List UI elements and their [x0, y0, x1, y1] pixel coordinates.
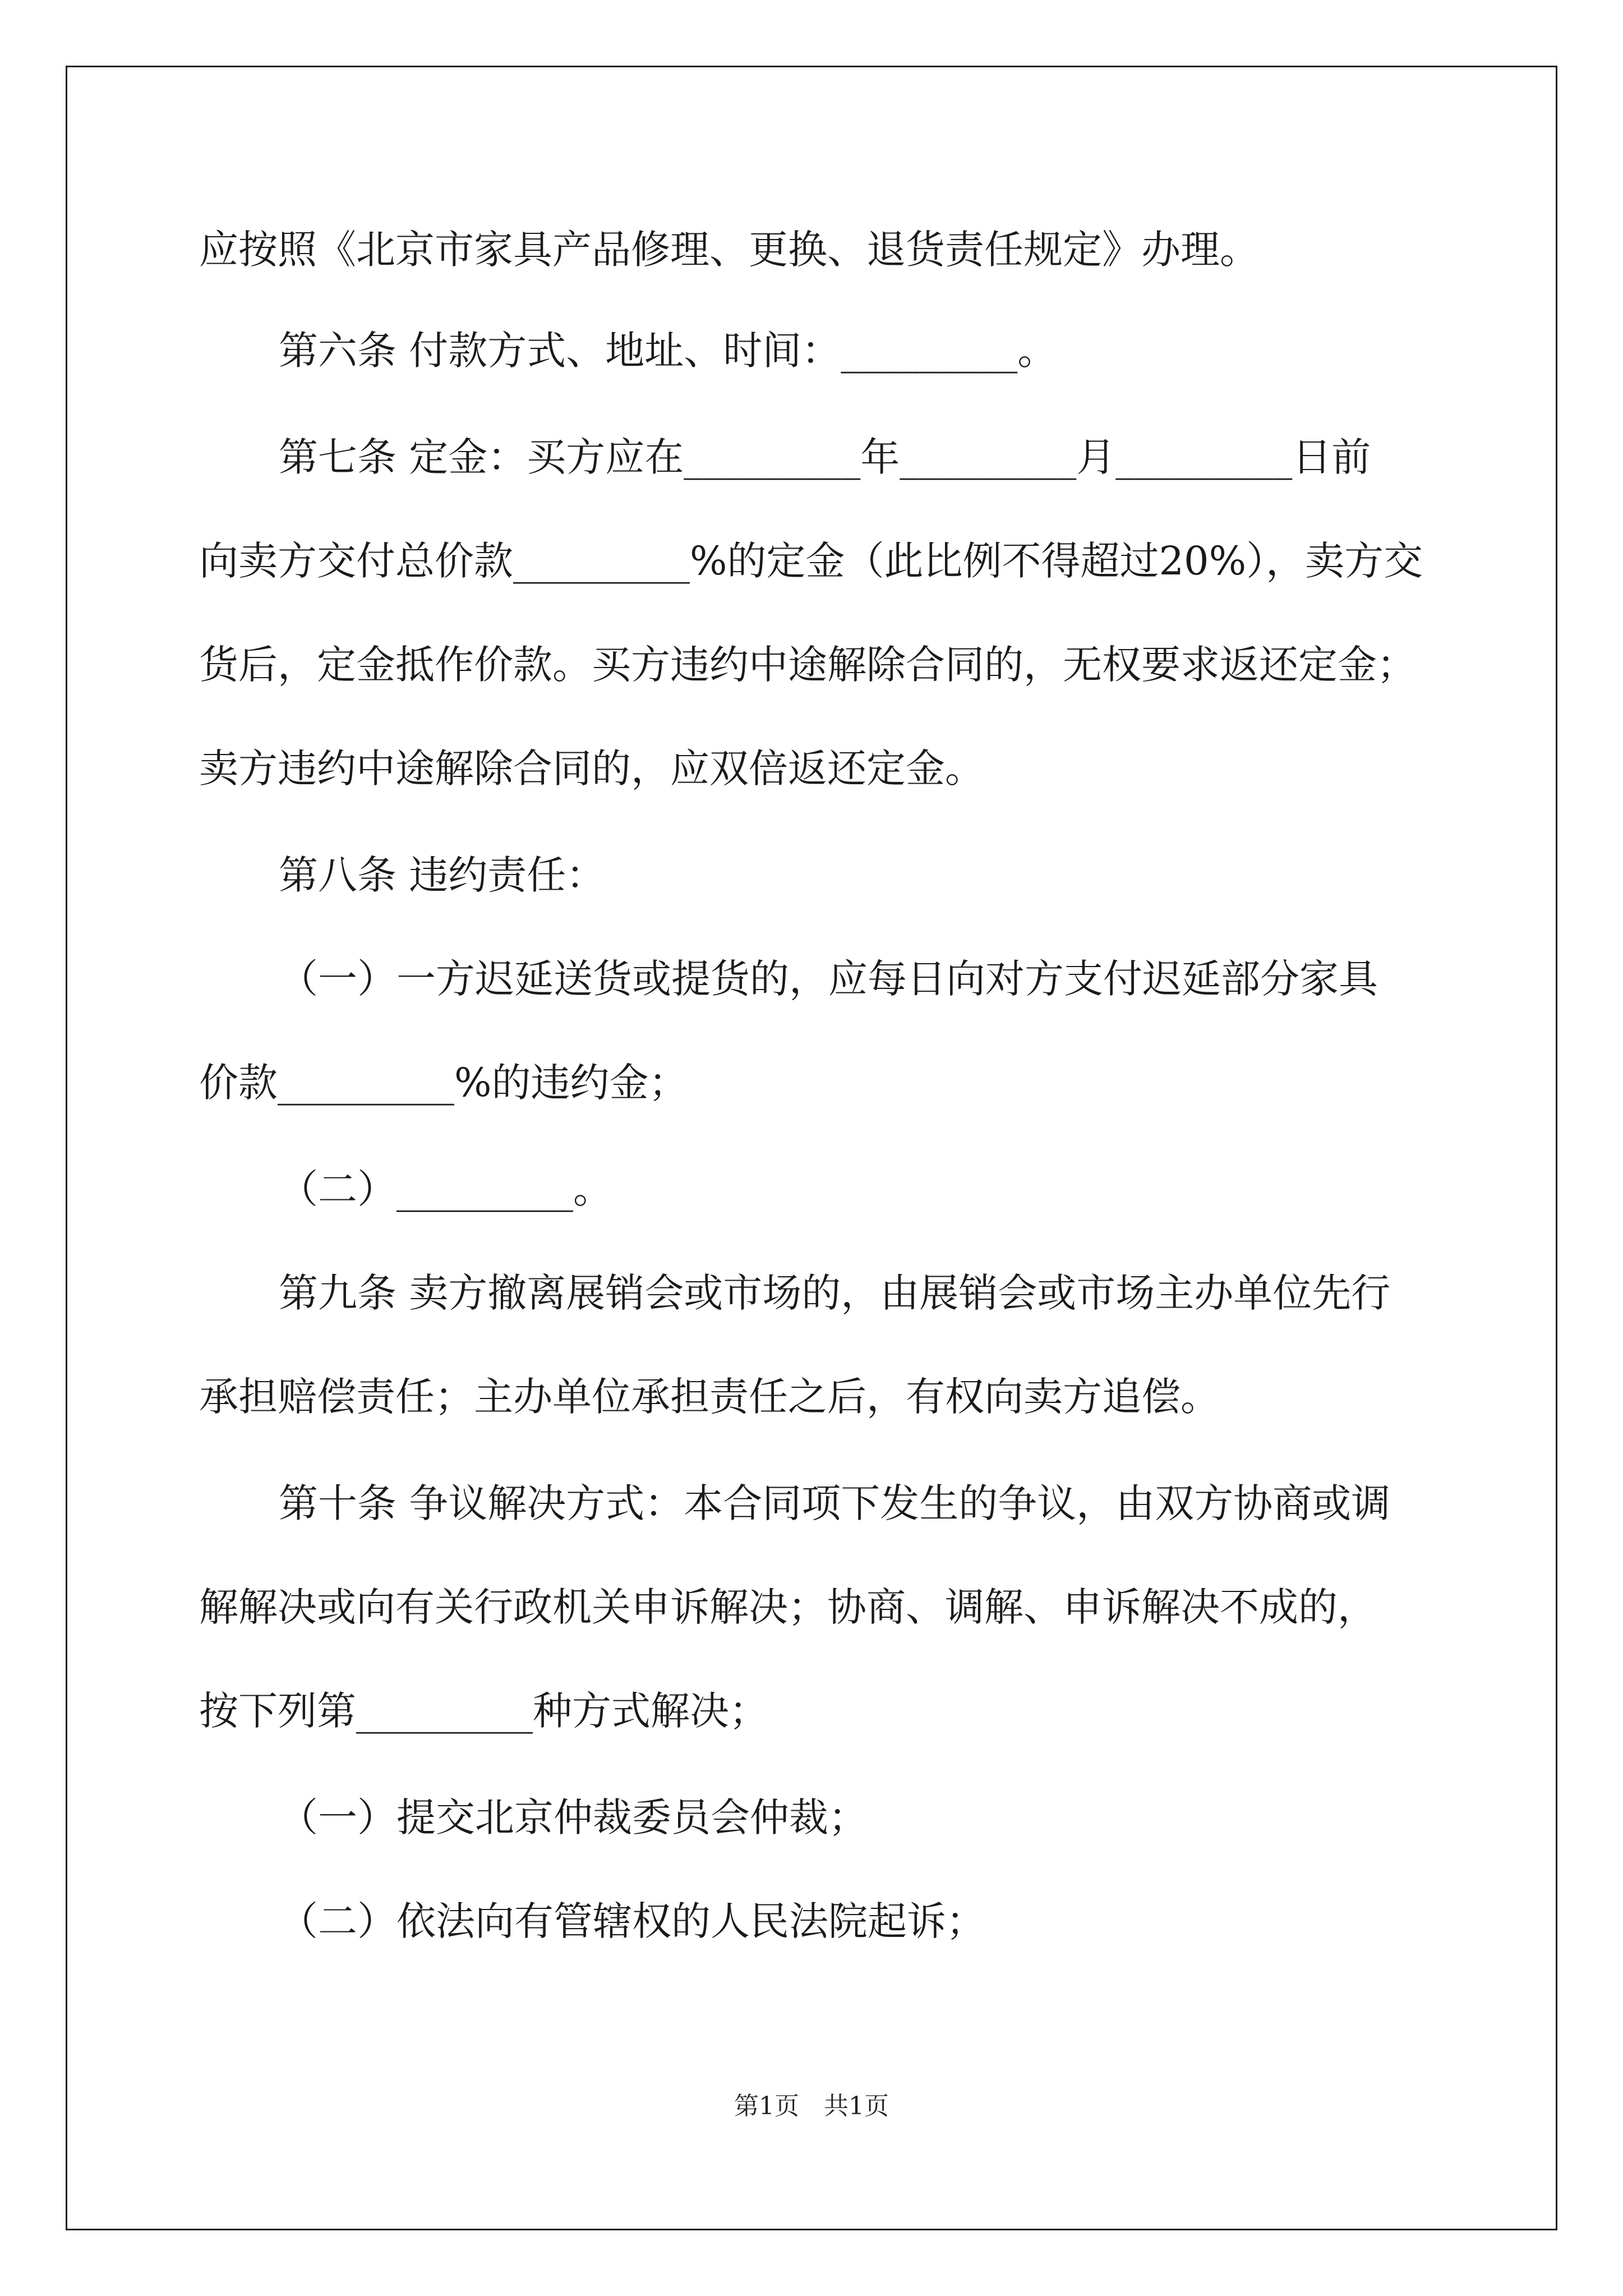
text-line: 卖方违约中途解除合同的，应双倍返还定金。	[199, 746, 984, 792]
text-line: 按下列第_________种方式解决；	[199, 1688, 768, 1734]
text-line: 第七条 定金：买方应在_________年_________月_________日前	[279, 434, 1371, 480]
text-line: （二）_________。	[279, 1166, 612, 1212]
text-line: 货后，定金抵作价款。买方违约中途解除合同的，无权要求返还定金；	[199, 642, 1416, 688]
text-line: 第九条 卖方撤离展销会或市场的，由展销会或市场主办单位先行	[279, 1270, 1391, 1316]
text-line: 第六条 付款方式、地址、时间：_________。	[279, 328, 1057, 374]
text-line: （二）依法向有管辖权的人民法院起诉；	[279, 1898, 985, 1944]
text-line: （一）提交北京仲裁委员会仲裁；	[279, 1795, 868, 1841]
page-number-footer: 第1页 共1页	[734, 2092, 889, 2120]
text-line: 价款_________%的违约金；	[199, 1060, 688, 1106]
text-line: 应按照《北京市家具产品修理、更换、退货责任规定》办理。	[199, 227, 1259, 273]
text-line: （一）一方迟延送货或提货的，应每日向对方支付迟延部分家具	[279, 956, 1378, 1002]
text-line: 第八条 违约责任：	[279, 852, 606, 898]
text-line: 解解决或向有关行政机关申诉解决；协商、调解、申诉解决不成的，	[199, 1584, 1377, 1630]
text-line: 承担赔偿责任；主办单位承担责任之后，有权向卖方追偿。	[199, 1374, 1220, 1420]
text-line: 向卖方交付总价款_________%的定金（此比例不得超过20%），卖方交	[199, 538, 1423, 584]
text-line: 第十条 争议解决方式：本合同项下发生的争议，由双方协商或调	[279, 1480, 1391, 1526]
